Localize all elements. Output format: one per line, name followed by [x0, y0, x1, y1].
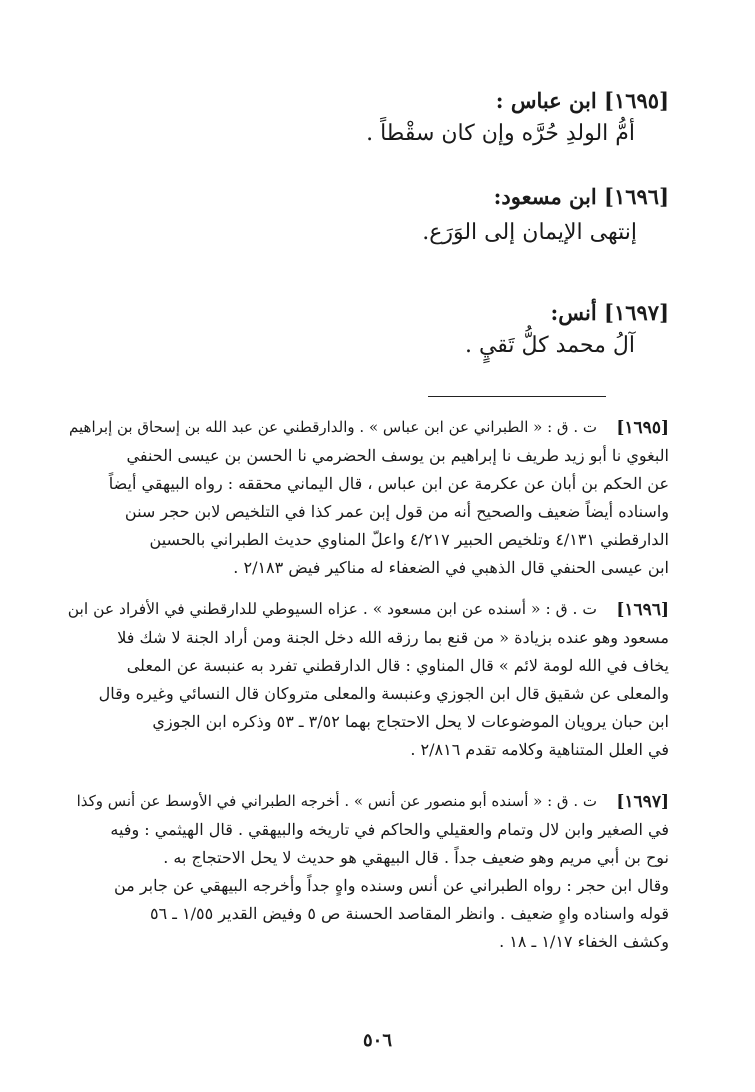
footnote-line: والمعلى عن شقيق قال ابن الجوزي وعنبسة والمعلى متروكان قال النسائي وغيره وقال [98, 684, 669, 703]
footnote-line: نوح بن أبي مريم وهو ضعيف جداً . قال البيهقي هو حديث لا يحل الاحتجاج به . [163, 848, 669, 867]
footnote-line: عن الحكم بن أبان عن عكرمة عن ابن عباس ، قال اليماني محققه : رواه البيهقي أيضاً [108, 474, 669, 493]
footnote-line: البغوي نا أبو زيد طريف نا إبراهيم بن يوسف الحضرمي نا الحسن بن عيسى الحنفي [126, 446, 669, 465]
footnote-line: ابن عيسى الحنفي قال الذهبي في الضعفاء له مناكير فيض ٢/١٨٣ . [233, 558, 669, 577]
entry-text-1697: آلُ محمد كلُّ تَقيٍ . [464, 333, 635, 358]
entry-text-1696: إنتهى الإيمان إلى الوَرَع. [422, 220, 637, 245]
footnote-line: وقال ابن حجر : رواه الطبراني عن أنس وسنده واهٍ جداً وأخرجه البيهقي عن جابر من [113, 876, 669, 895]
footnote-line: الدارقطني ٤/١٣١ وتلخيص الحبير ٤/٢١٧ واعلّ المناوي حديث الطبراني بالحسين [149, 530, 669, 549]
footnote-line: في العلل المتناهية وكلامه تقدم ٢/٨١٦ . [410, 740, 669, 759]
footnote-line: واسناده أيضاً ضعيف والصحيح أنه من قول إبن عمر كذا في التلخيص لابن حجر سنن [124, 502, 669, 521]
footnote-1696 [64, 600, 669, 780]
footnote-line: ت . ق : « أسنده أبو منصور عن أنس » . أخرجه الطبراني في الأوسط عن أنس وكذا [76, 792, 597, 810]
footnote-1697 [64, 792, 669, 972]
entry-heading-1697: [١٦٩٧] أنس: [550, 300, 669, 325]
footnote-line: في الصغير وابن لال وتمام والعقيلي والحاكم في تاريخه والبيهقي . قال الهيثمي : وفيه [110, 820, 669, 839]
footnote-number: [١٦٩٦] [616, 600, 669, 620]
footnote-1695 [64, 418, 669, 598]
entry-heading-1695: [١٦٩٥] ابن عباس : [495, 88, 669, 113]
footnote-line: مسعود وهو عنده بزيادة « من قنع بما رزقه الله دخل الجنة ومن أراد الجنة لا شك فلا [117, 628, 669, 647]
entry-text-1695: أمُّ الولدِ حُرَّه وإن كان سقْطاً . [366, 121, 635, 146]
footnote-line: ابن حبان يرويان الموضوعات لا يحل الاحتجاج بهما ٣/٥٢ ـ ٥٣ وذكره ابن الجوزي [152, 712, 669, 731]
entry-heading-1696: [١٦٩٦] ابن مسعود: [493, 184, 669, 209]
footnote-number: [١٦٩٧] [616, 792, 669, 812]
footnote-line: قوله واسناده واهٍ ضعيف . وانظر المقاصد الحسنة ص ٥ وفيض القدير ١/٥٥ ـ ٥٦ [149, 904, 669, 923]
footnote-line: ت . ق : « أسنده عن ابن مسعود » . عزاه السيوطي للدارقطني في الأفراد عن ابن [67, 600, 597, 618]
footnote-line: وكشف الخفاء ١/١٧ ـ ١٨ . [499, 932, 669, 951]
footnote-line: ت . ق : « الطبراني عن ابن عباس » . والدارقطني عن عبد الله بن إسحاق بن إبراهيم [69, 418, 597, 436]
footnote-separator [428, 396, 606, 397]
page-number: ٥٠٦ [362, 1030, 392, 1051]
footnote-line: يخاف في الله لومة لائم » قال المناوي : قال الدارقطني تفرد به عنبسة عن المعلى [126, 656, 669, 675]
footnote-number: [١٦٩٥] [616, 418, 669, 438]
